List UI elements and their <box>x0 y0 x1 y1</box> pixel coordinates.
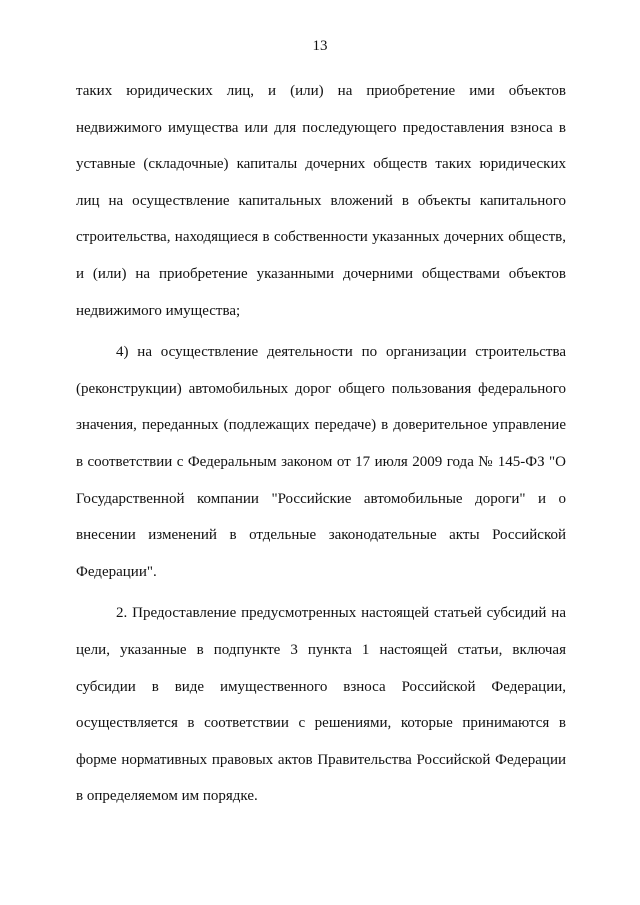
paragraph-continuation: таких юридических лиц, и (или) на приобретение ими объектов недвижимого имущества или для последующего предоставления взноса в уставные (складочные) капиталы дочерних обществ таких юридических лиц на осуществление капитальных вложений в объекты капитального строительства, находящиеся в собственности указанных дочерних обществ, и (или) на приобретение указанными дочерними обществами объектов недвижимого имущества; <box>76 83 566 319</box>
paragraph-item-4: 4) на осуществление деятельности по организации строительства (реконструкции) автомобильных дорог общего пользования федерального значения, переданных (подлежащих передаче) в доверительное управление в соответствии с Федеральным законом от 17 июля 2009 года № 145-ФЗ "О Государственной компании "Российские автомобильные дороги" и о внесении изменений в отдельные законодательные акты Российской Федерации". <box>76 344 566 580</box>
paragraph-clause-2: 2. Предоставление предусмотренных настоящей статьей субсидий на цели, указанные в подпункте 3 пункта 1 настоящей статьи, включая субсидии в виде имущественного взноса Российской Федерации, осуществляется в соответствии с решениями, которые принимаются в форме нормативных правовых актов Правительства Российской Федерации в определяемом им порядке. <box>76 605 566 805</box>
page-number: 13 <box>312 38 328 54</box>
document-body <box>76 73 566 815</box>
